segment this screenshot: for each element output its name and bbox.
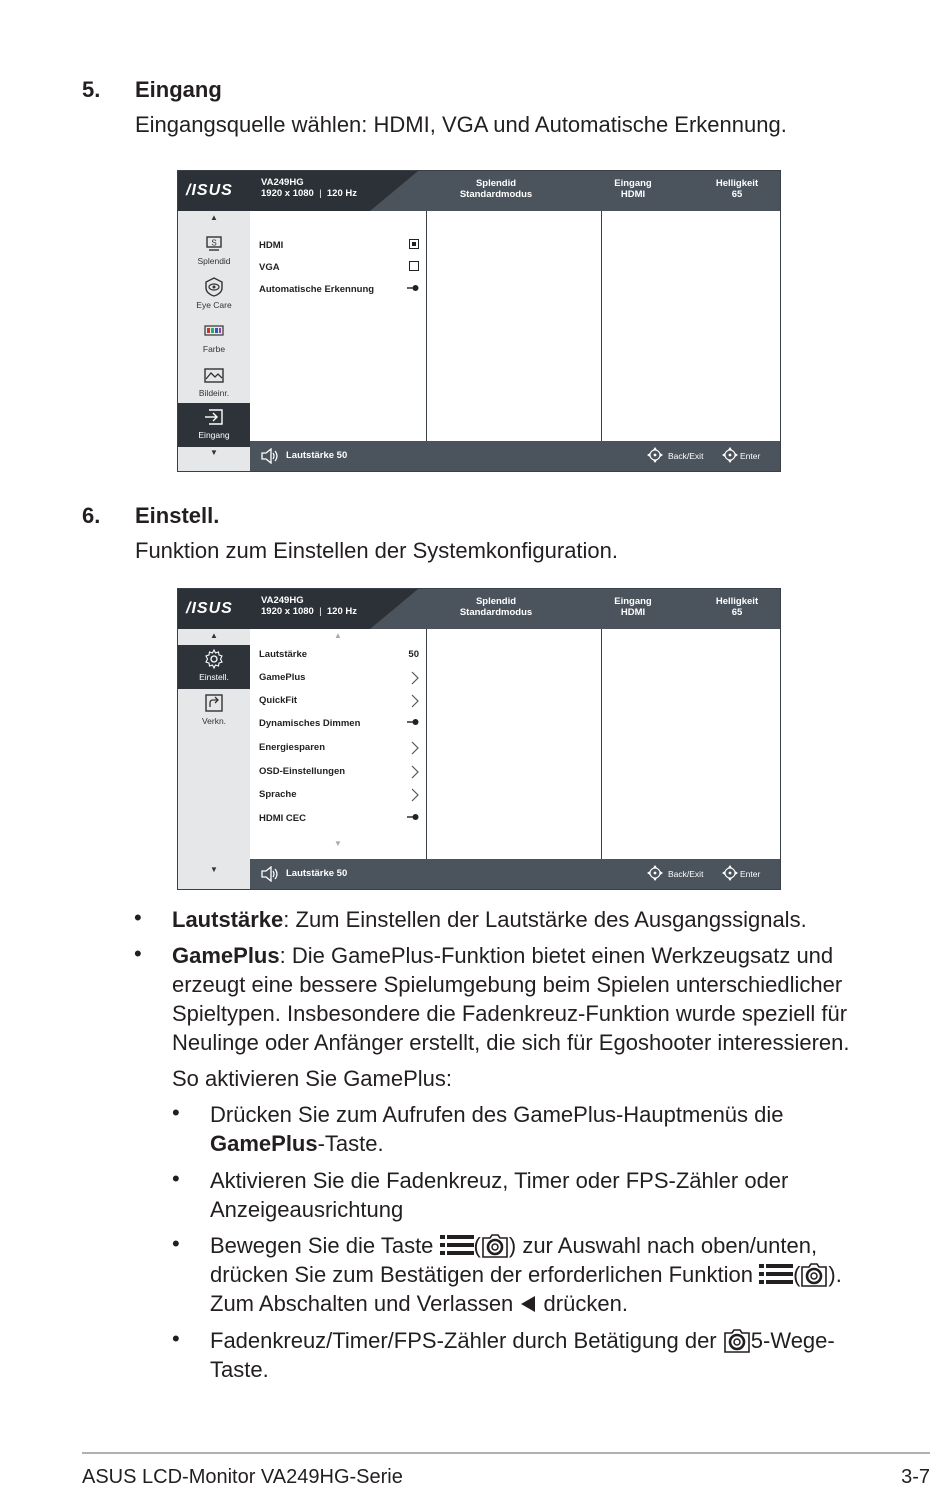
- section-5-title: Eingang: [135, 77, 222, 102]
- page-number: 3-7: [901, 1466, 930, 1488]
- scroll-up-icon[interactable]: ▲: [210, 631, 218, 640]
- chevron-right-icon: [411, 765, 419, 784]
- sub-bullet-dot: •: [172, 1100, 180, 1125]
- bullet-dot: •: [134, 905, 142, 930]
- osd-eingang-status: Eingang HDMI: [614, 178, 652, 200]
- bullet-lautstaerke: Lautstärke: Zum Einstellen der Lautstärke des Ausgangssignals.: [172, 907, 807, 932]
- osd-model-info: VA249HG 1920 x 1080 | 120 Hz: [261, 595, 357, 617]
- menu-item-vga[interactable]: VGA: [259, 261, 419, 275]
- osd-header: [178, 171, 780, 211]
- scroll-down-icon[interactable]: ▼: [210, 448, 218, 457]
- menu-item-hdmi[interactable]: HDMI: [259, 239, 419, 253]
- menu-item-quickfit[interactable]: QuickFit: [259, 694, 419, 708]
- camera-button-icon: [481, 1233, 509, 1259]
- osd-helligkeit-status: Helligkeit 65: [715, 596, 759, 618]
- bullet-dot: •: [134, 941, 142, 966]
- gear-icon: [203, 648, 225, 670]
- section-5-description: Eingangsquelle wählen: HDMI, VGA und Automatische Erkennung.: [135, 112, 787, 137]
- camera-button-icon: [800, 1262, 828, 1288]
- back-triangle-icon: [519, 1295, 537, 1313]
- back-exit-label: Back/Exit: [668, 451, 704, 461]
- list-down-icon[interactable]: ▼: [334, 839, 342, 848]
- section-6-number: 6.: [82, 503, 101, 528]
- selected-radio-icon: [409, 239, 419, 254]
- osd-submenu: [250, 211, 427, 441]
- osd-footer-bar: [250, 859, 780, 889]
- color-icon: [203, 320, 225, 342]
- joystick-enter-icon: [722, 447, 738, 463]
- sidebar-item-bildeinr[interactable]: Bildeinr.: [178, 361, 250, 403]
- osd-footer-bar: [250, 441, 780, 471]
- osd-splendid-status: Splendid Standardmodus: [459, 178, 533, 200]
- osd-header: [178, 589, 780, 629]
- asus-logo: /ISUS: [186, 600, 233, 617]
- joystick-back-icon: [647, 865, 663, 881]
- osd-sidebar: [178, 629, 250, 890]
- enter-label: Enter: [740, 869, 761, 879]
- unchecked-box-icon: [409, 261, 419, 276]
- osd-model-info: VA249HG 1920 x 1080 | 120 Hz: [261, 177, 357, 199]
- section-6-description: Funktion zum Einstellen der Systemkonfiguration.: [135, 538, 619, 563]
- speaker-icon: [260, 866, 280, 882]
- enter-label: Enter: [740, 451, 761, 461]
- sub-bullet-4: Fadenkreuz/Timer/FPS-Zähler durch Betätigung der 5-Wege- Taste.: [210, 1328, 835, 1382]
- shortcut-icon: [203, 692, 225, 714]
- toggle-off-icon: [407, 812, 419, 827]
- osd-screenshot-settings: [177, 588, 781, 890]
- chevron-right-icon: [411, 671, 419, 690]
- menu-button-icon: [759, 1262, 793, 1286]
- image-icon: [203, 364, 225, 386]
- joystick-enter-icon: [722, 865, 738, 881]
- osd-subsubmenu: [427, 211, 602, 441]
- menu-item-dynamisches-dimmen[interactable]: Dynamisches Dimmen: [259, 717, 419, 731]
- menu-item-lautstaerke[interactable]: Lautstärke 50: [259, 649, 419, 660]
- menu-item-gameplus[interactable]: GamePlus: [259, 671, 419, 685]
- scroll-down-icon[interactable]: ▼: [210, 865, 218, 874]
- sidebar-item-eye-care[interactable]: Eye Care: [178, 273, 250, 315]
- asus-logo: /ISUS: [186, 182, 233, 199]
- volume-label: Lautstärke 50: [286, 868, 348, 879]
- chevron-right-icon: [411, 788, 419, 807]
- section-6-title: Einstell.: [135, 503, 220, 528]
- menu-button-icon: [440, 1233, 474, 1257]
- menu-item-auto-detect[interactable]: Automatische Erkennung: [259, 283, 419, 297]
- eye-care-icon: [203, 276, 225, 298]
- sidebar-item-eingang[interactable]: Eingang: [178, 403, 250, 447]
- sub-bullet-dot: •: [172, 1326, 180, 1351]
- svg-text:S: S: [211, 238, 217, 248]
- footer-divider: [82, 1452, 930, 1454]
- volume-label: Lautstärke 50: [286, 450, 348, 461]
- camera-button-icon: [723, 1328, 751, 1354]
- sidebar-item-farbe[interactable]: Farbe: [178, 317, 250, 359]
- sub-bullet-dot: •: [172, 1166, 180, 1191]
- osd-screenshot-input: [177, 170, 781, 472]
- bullet-gameplus: GamePlus: Die GamePlus-Funktion bietet einen Werkzeugsatz und erzeugt eine bessere Spielumgebung beim Spielen unterschiedlicher Spieltypen. Insbesondere die Fadenkreuz-Funktion wurde speziell für Neulinge oder Anfänger erstellt, die sich für Egoshooter interessieren.: [172, 943, 850, 1055]
- scroll-up-icon[interactable]: ▲: [210, 213, 218, 222]
- menu-item-osd-einstellungen[interactable]: OSD-Einstellungen: [259, 765, 419, 779]
- osd-sidebar: [178, 211, 250, 472]
- osd-splendid-status: Splendid Standardmodus: [459, 596, 533, 618]
- menu-item-hdmi-cec[interactable]: HDMI CEC: [259, 812, 419, 826]
- sub-bullet-3: Bewegen Sie die Taste ( ) zur Auswahl nach oben/unten, drücken Sie zum Bestätigen der erforderlichen Funktion ( ). Zum Abschalten und Verlassen drücken.: [210, 1233, 842, 1316]
- joystick-back-icon: [647, 447, 663, 463]
- back-exit-label: Back/Exit: [668, 869, 704, 879]
- input-icon: [203, 406, 225, 428]
- gameplus-activate-text: So aktivieren Sie GamePlus:: [172, 1066, 453, 1091]
- speaker-icon: [260, 448, 280, 464]
- osd-eingang-status: Eingang HDMI: [614, 596, 652, 618]
- sidebar-item-verkn[interactable]: Verkn.: [178, 689, 250, 731]
- footer-title: ASUS LCD-Monitor VA249HG-Serie: [82, 1466, 403, 1488]
- menu-item-sprache[interactable]: Sprache: [259, 788, 419, 802]
- sub-bullet-1: Drücken Sie zum Aufrufen des GamePlus-Hauptmenüs die GamePlus-Taste.: [210, 1102, 784, 1156]
- sidebar-item-splendid[interactable]: S Splendid: [178, 229, 250, 271]
- section-5-number: 5.: [82, 77, 101, 102]
- menu-item-energiesparen[interactable]: Energiesparen: [259, 741, 419, 755]
- toggle-off-icon: [407, 283, 419, 298]
- sub-bullet-2: Aktivieren Sie die Fadenkreuz, Timer oder FPS-Zähler oder Anzeigeausrichtung: [210, 1168, 789, 1222]
- list-up-icon[interactable]: ▲: [334, 631, 342, 640]
- sub-bullet-dot: •: [172, 1231, 180, 1256]
- chevron-right-icon: [411, 694, 419, 713]
- chevron-right-icon: [411, 741, 419, 760]
- osd-helligkeit-status: Helligkeit 65: [715, 178, 759, 200]
- osd-submenu: [250, 629, 427, 859]
- toggle-off-icon: [407, 717, 419, 732]
- osd-subsubmenu: [427, 629, 602, 859]
- sidebar-item-einstell[interactable]: Einstell.: [178, 645, 250, 689]
- splendid-icon: [203, 232, 225, 254]
